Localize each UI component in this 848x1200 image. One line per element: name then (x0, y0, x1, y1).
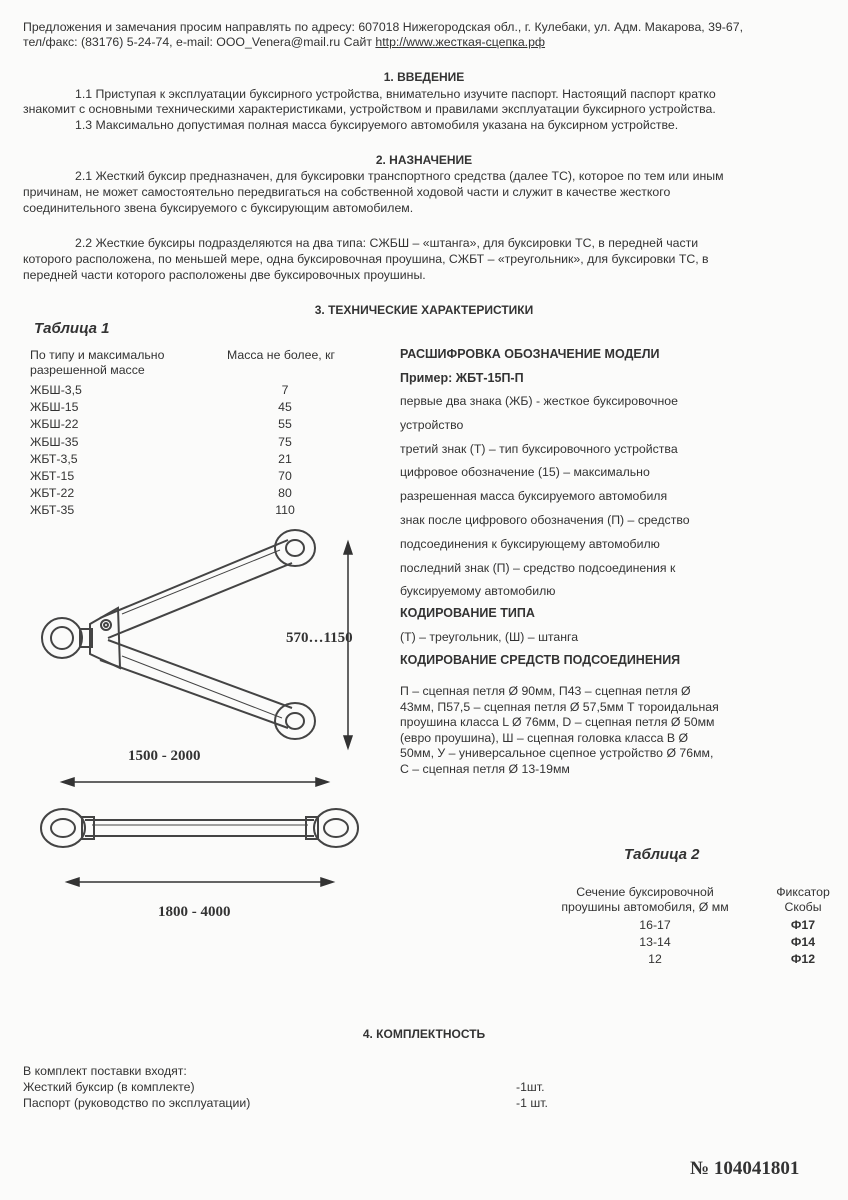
table-1-cell-type: ЖБТ-15 (30, 469, 75, 483)
triangle-length-arrow (62, 778, 328, 786)
header-site-link[interactable]: http://www.жесткая-сцепка.рф (375, 35, 546, 49)
table-1-cell-type: ЖБШ-15 (30, 400, 79, 415)
table-1-cell-mass: 21 (278, 451, 292, 466)
kit-item-qty: -1 шт. (516, 1095, 548, 1110)
serial-number: № 104041801 (690, 1158, 800, 1179)
table-1-cell-mass: 70 (278, 469, 292, 483)
decode-title: РАСШИФРОВКА ОБОЗНАЧЕНИЕ МОДЕЛИ (400, 347, 660, 361)
connection-coding-line: П – сцепная петля Ø 90мм, П43 – сцепная петля Ø (400, 684, 691, 698)
section-2-p1-line2: причинам, не может самостоятельно передвигаться на собственной ходовой части и служит в качестве жесткого (23, 185, 671, 199)
header-address: Предложения и замечания просим направлять по адресу: 607018 Нижегородская обл., г. Кулебаки, ул. Адм. Макарова, 39-67, (23, 20, 743, 34)
decode-line: цифровое обозначение (15) – максимально (400, 465, 650, 480)
connection-coding-line: (евро проушина), Ш – сцепная головка класса В Ø (400, 730, 689, 745)
table-2-header-clamp-line1: Фиксатор (776, 885, 830, 899)
table-2-cell-section: 12 (648, 952, 662, 966)
connection-coding-line: проушина класса L Ø 76мм, D – сцепная петля Ø 50мм (400, 715, 715, 730)
section-1-title: 1. ВВЕДЕНИЕ (383, 70, 465, 84)
kit-item-name: Паспорт (руководство по эксплуатации) (23, 1095, 251, 1110)
table-1-header-type-line1: По типу и максимально (30, 348, 165, 362)
triangle-length-label: 1500 - 2000 (128, 748, 201, 764)
table-2-caption: Таблица 2 (624, 846, 700, 863)
table-1-cell-type: ЖБШ-3,5 (30, 383, 82, 397)
table-2-cell-section: 16-17 (639, 918, 671, 932)
header-contacts-text: тел/факс: (83176) 5-24-74, e-mail: ООО_Venera@mail.ru Сайт (23, 35, 372, 49)
type-coding-title: КОДИРОВАНИЕ ТИПА (400, 606, 535, 620)
table-1-cell-mass: 7 (281, 383, 289, 397)
straight-tow-bar-drawing (41, 809, 358, 847)
table-2-cell-section: 13-14 (639, 935, 671, 949)
table-2-cell-clamp: Ф17 (790, 918, 816, 932)
height-dimension-label: 570…1150 (286, 630, 353, 646)
section-4-title: 4. КОМПЛЕКТНОСТЬ (362, 1027, 486, 1041)
decode-line: подсоединения к буксирующему автомобилю (400, 536, 660, 551)
triangle-tow-bar-drawing (42, 530, 315, 739)
decode-line: знак после цифрового обозначения (П) – средство (400, 513, 690, 527)
tow-bar-drawing (30, 528, 380, 928)
table-1 (30, 348, 350, 523)
table-1-cell-mass: 75 (278, 434, 292, 449)
table-1-cell-type: ЖБШ-22 (30, 417, 79, 432)
section-1-p1-line1: 1.1 Приступая к эксплуатации буксирного устройства, внимательно изучите паспорт. Настоящий паспорт кратко (75, 87, 716, 101)
connection-coding-line: 43мм, П57,5 – сцепная петля Ø 57,5мм Т тороидальная (400, 699, 719, 714)
table-1-cell-type: ЖБТ-3,5 (30, 451, 78, 466)
section-2-p1-line1: 2.1 Жесткий буксир предназначен, для буксировки транспортного средства (далее ТС), которое по тем или иным (75, 169, 724, 183)
section-3-title: 3. ТЕХНИЧЕСКИЕ ХАРАКТЕРИСТИКИ (314, 303, 534, 317)
section-2-title: 2. НАЗНАЧЕНИЕ (375, 153, 473, 167)
table-2-cell-clamp: Ф12 (790, 952, 816, 966)
table-2-header-clamp-line2: Скобы (784, 900, 822, 914)
decode-line: буксируемому автомобилю (400, 584, 556, 599)
kit-item-name: Жесткий буксир (в комплекте) (23, 1080, 195, 1094)
decode-line: третий знак (Т) – тип буксировочного устройства (400, 441, 678, 456)
section-2-p2-line3: передней части которого расположены две буксировочных проушины. (23, 268, 426, 282)
table-1-header-type-line2: разрешенной массе (30, 363, 145, 377)
table-2-header-section-line1: Сечение буксировочной (576, 885, 714, 899)
section-2-p2-line2: которого расположена, по меньшей мере, одна буксировочная проушина, СЖБТ – «треугольник», для буксировки ТС, в (23, 252, 709, 266)
kit-intro: В комплект поставки входят: (23, 1064, 187, 1078)
kit-item-qty: -1шт. (516, 1080, 545, 1094)
table-2-cell-clamp: Ф14 (790, 935, 816, 949)
header-contacts (23, 35, 545, 50)
decode-line: разрешенная масса буксируемого автомобиля (400, 489, 668, 504)
table-1-caption: Таблица 1 (34, 320, 110, 337)
decode-line: устройство (400, 417, 464, 432)
section-1-p1-line2: знакомит с основными техническими характеристиками, устройством и правилами эксплуатации буксирного устройства. (23, 102, 716, 116)
table-2-header-section-line2: проушины автомобиля, Ø мм (561, 900, 729, 914)
section-1-p2: 1.3 Максимально допустимая полная масса буксируемого автомобиля указана на буксирном устройстве. (75, 118, 679, 132)
table-1-cell-type: ЖБШ-35 (30, 434, 79, 449)
table-1-cell-type: ЖБТ-22 (30, 486, 75, 501)
table-1-cell-type: ЖБТ-35 (30, 503, 75, 518)
decode-example: Пример: ЖБТ-15П-П (400, 371, 524, 385)
table-1-cell-mass: 45 (278, 400, 292, 415)
section-2-p1-line3: соединительного звена буксируемого с буксирующим автомобилем. (23, 201, 414, 215)
bar-length-arrow (67, 878, 333, 886)
decode-line: первые два знака (ЖБ) - жесткое буксировочное (400, 394, 678, 408)
table-2 (550, 885, 848, 975)
connection-coding-title: КОДИРОВАНИЕ СРЕДСТВ ПОДСОЕДИНЕНИЯ (400, 653, 681, 667)
decode-line: последний знак (П) – средство подсоединения к (400, 560, 676, 575)
table-1-cell-mass: 55 (278, 417, 292, 432)
table-1-cell-mass: 110 (275, 503, 295, 518)
connection-coding-line: 50мм, У – универсальное сцепное устройство Ø 76мм, (400, 746, 714, 761)
table-1-cell-mass: 80 (278, 486, 292, 501)
table-1-header-mass: Масса не более, кг (227, 348, 335, 362)
bar-length-label: 1800 - 4000 (158, 904, 231, 920)
connection-coding-line: С – сцепная петля Ø 13-19мм (400, 762, 570, 776)
type-coding-text: (Т) – треугольник, (Ш) – штанга (400, 630, 579, 644)
section-2-p2-line1: 2.2 Жесткие буксиры подразделяются на два типа: СЖБШ – «штанга», для буксировки ТС, в передней части (75, 236, 699, 250)
